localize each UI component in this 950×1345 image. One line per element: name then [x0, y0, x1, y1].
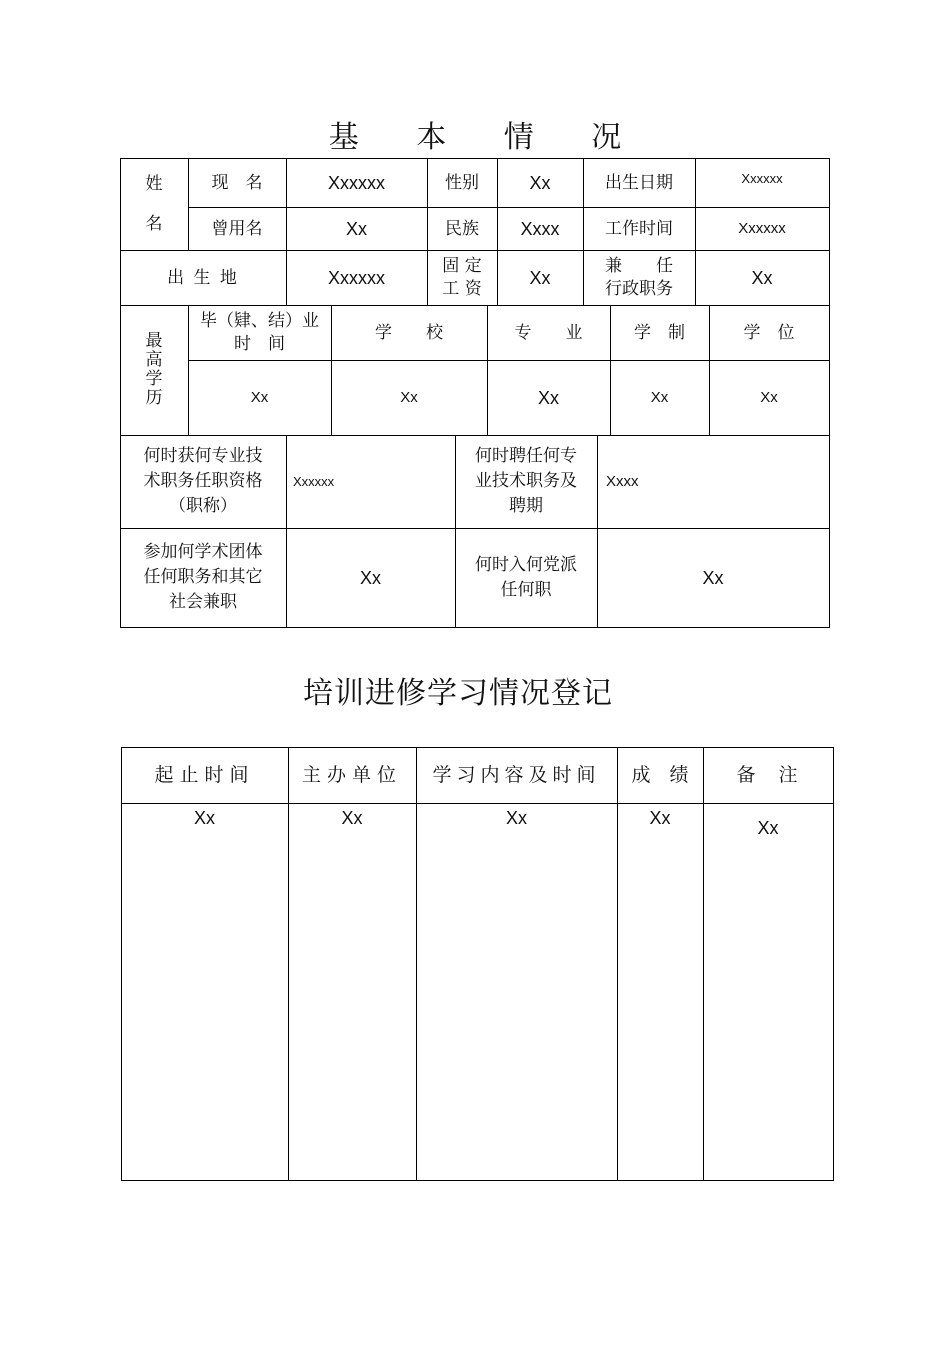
- training-value-content: Xx: [505, 808, 527, 828]
- training-header-result: 成 绩: [631, 764, 689, 786]
- training-value-remarks: Xx: [757, 818, 779, 838]
- qualification-value: Xxxxxx: [293, 473, 335, 489]
- concurrent-post-label: 兼 任 行政职务: [605, 255, 673, 299]
- fixed-salary-value: Xx: [529, 267, 551, 288]
- appointment-label: 何时聘任何专 业技术职务及 聘期: [475, 446, 577, 516]
- party-label: 何时入何党派 任何职: [475, 554, 577, 600]
- training-header-period: 起止时间: [154, 764, 255, 786]
- birth-date-label: 出生日期: [605, 172, 673, 193]
- work-start-label: 工作时间: [605, 218, 673, 239]
- former-name-value: Xx: [345, 218, 367, 239]
- edu-value-major: Xx: [537, 387, 559, 408]
- birthplace-label: 出 生 地: [167, 267, 239, 288]
- gender-label: 性别: [445, 172, 479, 193]
- training-value-result: Xx: [649, 808, 671, 828]
- edu-header-degree: 学 位: [743, 322, 795, 343]
- academic-label: 参加何学术团体 任何职务和其它 社会兼职: [143, 542, 263, 612]
- work-start-value: Xxxxxx: [738, 219, 786, 237]
- edu-value-degree: Xx: [760, 388, 778, 406]
- current-name-label: 现 名: [211, 172, 263, 193]
- edu-value-time: Xx: [250, 388, 269, 406]
- training-header-content: 学习内容及时间: [432, 764, 601, 786]
- edu-header-duration: 学 制: [634, 322, 685, 343]
- qualification-label: 何时获何专业技 术职务任职资格 （职称）: [143, 446, 263, 516]
- edu-header-major: 专 业: [514, 322, 583, 343]
- name-group-label: 姓 名: [145, 174, 163, 234]
- edu-header-time: 毕（肄、结）业 时 间: [200, 310, 319, 354]
- gender-value: Xx: [529, 172, 551, 193]
- former-name-label: 曾用名: [211, 218, 263, 239]
- basic-info-title: 基 本 情 况: [328, 120, 646, 155]
- current-name-value: Xxxxxx: [327, 172, 385, 193]
- training-value-period: Xx: [193, 808, 215, 828]
- training-header-organizer: 主办单位: [301, 764, 402, 786]
- birthplace-value: Xxxxxx: [327, 267, 385, 288]
- education-label: 最 高 学 历: [145, 331, 163, 408]
- birth-date-value: Xxxxxx: [741, 171, 783, 186]
- party-value: Xx: [702, 567, 724, 588]
- concurrent-post-value: Xx: [751, 267, 773, 288]
- training-header-remarks: 备 注: [736, 764, 800, 786]
- edu-header-school: 学 校: [375, 322, 443, 343]
- training-record-title: 培训进修学习情况登记: [303, 676, 613, 711]
- appointment-value: Xxxx: [606, 472, 639, 490]
- training-value-organizer: Xx: [341, 808, 363, 828]
- ethnicity-label: 民族: [445, 218, 479, 239]
- ethnicity-value: Xxxx: [520, 218, 560, 239]
- fixed-salary-label: 固 定 工 资: [442, 255, 482, 299]
- academic-value: Xx: [359, 567, 381, 588]
- edu-value-duration: Xx: [650, 388, 669, 406]
- edu-value-school: Xx: [400, 388, 418, 406]
